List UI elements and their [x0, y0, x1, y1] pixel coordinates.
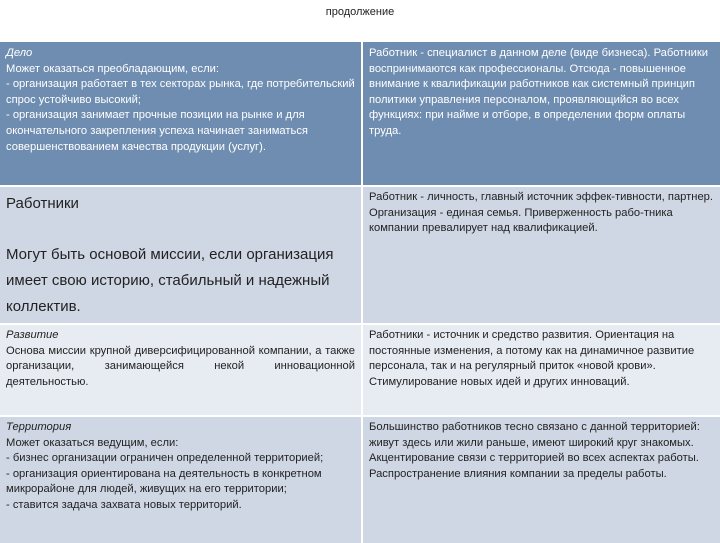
row-description: Работник - личность, главный источник эффек-тивности, партнер. Организация - единая семья. Приверженность рабо-тника компании превалирует над квалификацией. — [369, 191, 714, 235]
list-item: - ставится задача захвата новых территорий. — [6, 498, 242, 511]
cell-left — [0, 186, 362, 324]
table-row — [0, 324, 720, 416]
row-description: Работники - источник и средство развития. Ориентация на постоянные изменения, а потому как на динамичное развитие персонала, так и на регулярный приток «новой крови». Стимулирование новых идей и других инноваций. — [369, 329, 695, 388]
cell-left — [0, 416, 362, 543]
table-row — [0, 186, 720, 324]
row-text: Могут быть основой миссии, если организация имеет свою историю, стабильный и надежный коллектив. — [6, 246, 334, 315]
list-item: - организация ориентирована на деятельность в конкретном микрорайоне для людей, живущих на его территории; — [6, 467, 322, 496]
cell-left — [0, 324, 362, 416]
row-description-line: Распространение влияния компании за пределы работы. — [369, 467, 667, 480]
list-item: - бизнес организации ограничен определенной территорией; — [6, 452, 324, 465]
row-description: Работник - специалист в данном деле (виде бизнеса). Работники воспринимаются как профессионалы. Отсюда - повышенное внимание к квалификации работников как системный принцип политики управления персоналом, проявляющийся во всех функциях: при найме и отборе, в определении форм оплаты труда. — [369, 47, 708, 137]
row-heading: Территория — [6, 421, 72, 433]
row-intro: Может оказаться ведущим, если: — [6, 436, 179, 449]
row-heading: Развитие — [6, 329, 59, 341]
table-row — [0, 41, 720, 186]
row-description-line: Акцентирование связи с территорией во всех аспектах работы. — [369, 452, 699, 465]
row-intro: Может оказаться преобладающим, если: — [6, 62, 219, 75]
row-heading: Работники — [6, 195, 79, 212]
row-text: Основа миссии крупной диверсифицированной компании, а также организации, занимающейся некой инновационной деятельностью. — [6, 344, 355, 388]
cell-right — [362, 324, 720, 416]
cell-left — [0, 41, 362, 186]
page-header: продолжение — [325, 6, 395, 18]
cell-right — [362, 41, 720, 186]
cell-right — [362, 186, 720, 324]
list-item: - организация занимает прочные позиции на рынке и для окончательного закрепления успеха начинает заниматься совершенствованием качества продукции (услуг). — [6, 109, 308, 153]
list-item: - организация работает в тех секторах рынка, где потребительский спрос устойчиво высокий; — [6, 78, 355, 106]
cell-right — [362, 416, 720, 543]
row-heading: Дело — [6, 47, 33, 59]
mission-table — [0, 40, 720, 543]
row-description-line: Большинство работников тесно связано с данной территорией: живут здесь или жили раньше, имеют широкий круг знакомых. — [369, 421, 700, 449]
table-row — [0, 416, 720, 543]
